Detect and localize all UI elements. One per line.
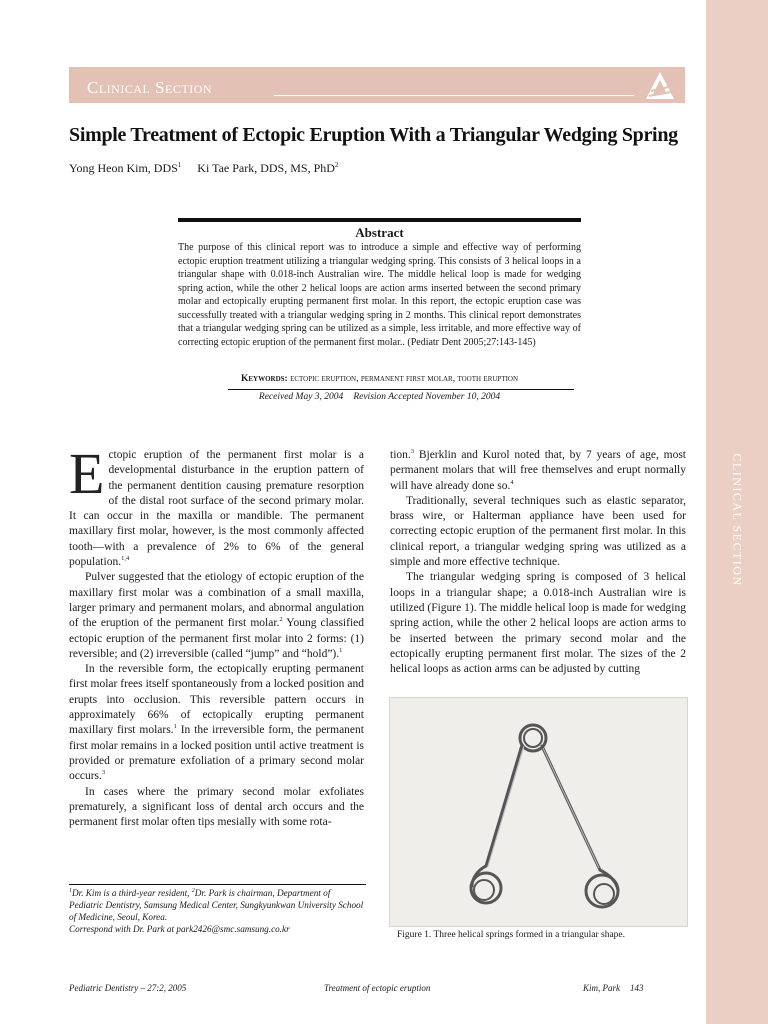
abstract-top-rule [178, 218, 581, 222]
footer-authors: Kim, Park [583, 983, 620, 993]
abstract-text: The purpose of this clinical report was to introduce a simple and effective way of performing ectopic eruption treatment utilizing a triangular wedging spring. This consists of 3 helical loops in a triangular shape with 0.018-inch Australian wire. The middle helical loop is made for wedging spring action, while the other 2 helical loops are action arms inserted between the second primary molar and ectopically erupting permanent first molar. In this report, the ectopic eruption case was successfully treated with a triangular wedging spring in 2 months. This clinical report demonstrates that a triangular wedging spring can be utilized as a simple, less irritable, and more effective way of correcting ectopic eruption of the permanent first molar.. (Pediatr Dent 2005;27:143-145) [178, 242, 581, 348]
keywords-label: Keywords: [240, 374, 288, 384]
author-name: Yong Heon Kim, DDS [69, 161, 178, 175]
body-column-right [390, 448, 686, 677]
footer-running-title: Treatment of ectopic eruption [324, 983, 431, 993]
author-affiliation-mark: 2 [334, 161, 339, 169]
figure-caption: Figure 1. Three helical springs formed in a triangular shape. [397, 930, 626, 940]
body-paragraph: tion.$^3$ Bjerklin and Kurol noted that, by 7 years of age, most permanent molars that will free themselves and erupt normally will have already done so.$^4$ [390, 448, 686, 492]
body-paragraph: Ectopic eruption of the permanent first molar is a developmental disturbance in the eruption pattern of the permanent dentition causing premature resorption of the distal root surface of the second primary molar. It can occur in the maxilla or mandible. The permanent maxillary first molar, however, is the most commonly affected tooth—with a prevalence of 2% to 6% of the general population.$^{1,4}$ [69, 441, 364, 569]
abstract-bottom-rule [228, 389, 574, 390]
figure-1-photo [389, 697, 688, 927]
accepted-date: Revision Accepted November 10, 2004 [353, 392, 501, 402]
abstract-heading: Abstract [355, 225, 404, 240]
body-paragraph: Pulver suggested that the etiology of ectopic eruption of the maxillary first molar was a combination of a small maxilla, larger primary and permanent molars, and abnormal angulation of the eruption of the permanent first molar.$^2$ Young classified ectopic eruption of the permanent first molar into 2 forms: (1) reversible; and (2) irreversible (called “jump” and “hold”).$^1$ [69, 571, 364, 660]
received-date: Received May 3, 2004 [258, 392, 344, 402]
author-line [69, 161, 338, 176]
author-affiliation-mark: 1 [177, 161, 182, 169]
body-paragraph: In cases where the primary second molar exfoliates prematurely, a significant loss of dental arch occurs and the permanent first molar often tips mesially with some rota- [69, 785, 364, 829]
body-column-left [69, 441, 364, 830]
article-title: Simple Treatment of Ectopic Eruption With a Triangular Wedging Spring [69, 124, 678, 146]
author-name: Ki Tae Park, DDS, MS, PhD [197, 161, 335, 175]
wire-spring-illustration [390, 698, 687, 926]
banner-rule [274, 95, 634, 96]
body-paragraph: In the reversible form, the ectopically erupting permanent first molar frees itself spontaneously from a locked position and erupts into occlusion. This reversible pattern occurs in approximately 66% of ectopically erupting permanent maxillary first molars.$^1$ In the irreversible form, the permanent first molar remains in a locked position until active treatment is provided or premature exfoliation of a primary second molar occurs.$^3$ [69, 663, 364, 783]
keywords-list: ectopic eruption, permanent first molar, tooth eruption [290, 374, 519, 384]
author-footnote: $^1$Dr. Kim is a third-year resident, $^2$Dr. Park is chairman, Department of Pediatric Dentistry, Samsung Medical Center, Sungkyunkwan University School of Medicine, Seoul, Korea. Correspond with Dr. Park at park2426@smc.samsung.co.kr [69, 888, 364, 935]
keywords-line [178, 374, 581, 384]
journal-logo-icon [645, 71, 675, 101]
submission-dates [178, 392, 581, 402]
footer-journal: Pediatric Dentistry – 27:2, 2005 [69, 983, 187, 993]
banner-label: Clinical Section [87, 78, 213, 97]
side-section-label: CLINICAL SECTION [730, 453, 745, 587]
correspondence-note: Correspond with Dr. Park at park2426@smc.samsung.co.kr [69, 924, 290, 935]
body-paragraph: Traditionally, several techniques such as elastic separator, brass wire, or Halterman appliance have been used for correcting ectopic eruption of the permanent first molar. In this clinical report, a triangular wedging spring was utilized as a simple and more effective technique. [390, 494, 686, 569]
section-banner [69, 67, 685, 103]
drop-cap: E [69, 441, 105, 506]
page-number: 143 [630, 983, 644, 993]
body-paragraph: The triangular wedging spring is composed of 3 helical loops in a triangular shape; a 0.018-inch Australian wire is utilized (Figure 1). The middle helical loop is made for wedging spring action, while the other 2 helical loops are action arms to be inserted between the primary second molar and the ectopically erupting permanent first molar. The sizes of the 2 helical loops as action arms can be adjusted by cutting [390, 571, 686, 676]
footer-page-info [583, 983, 644, 993]
